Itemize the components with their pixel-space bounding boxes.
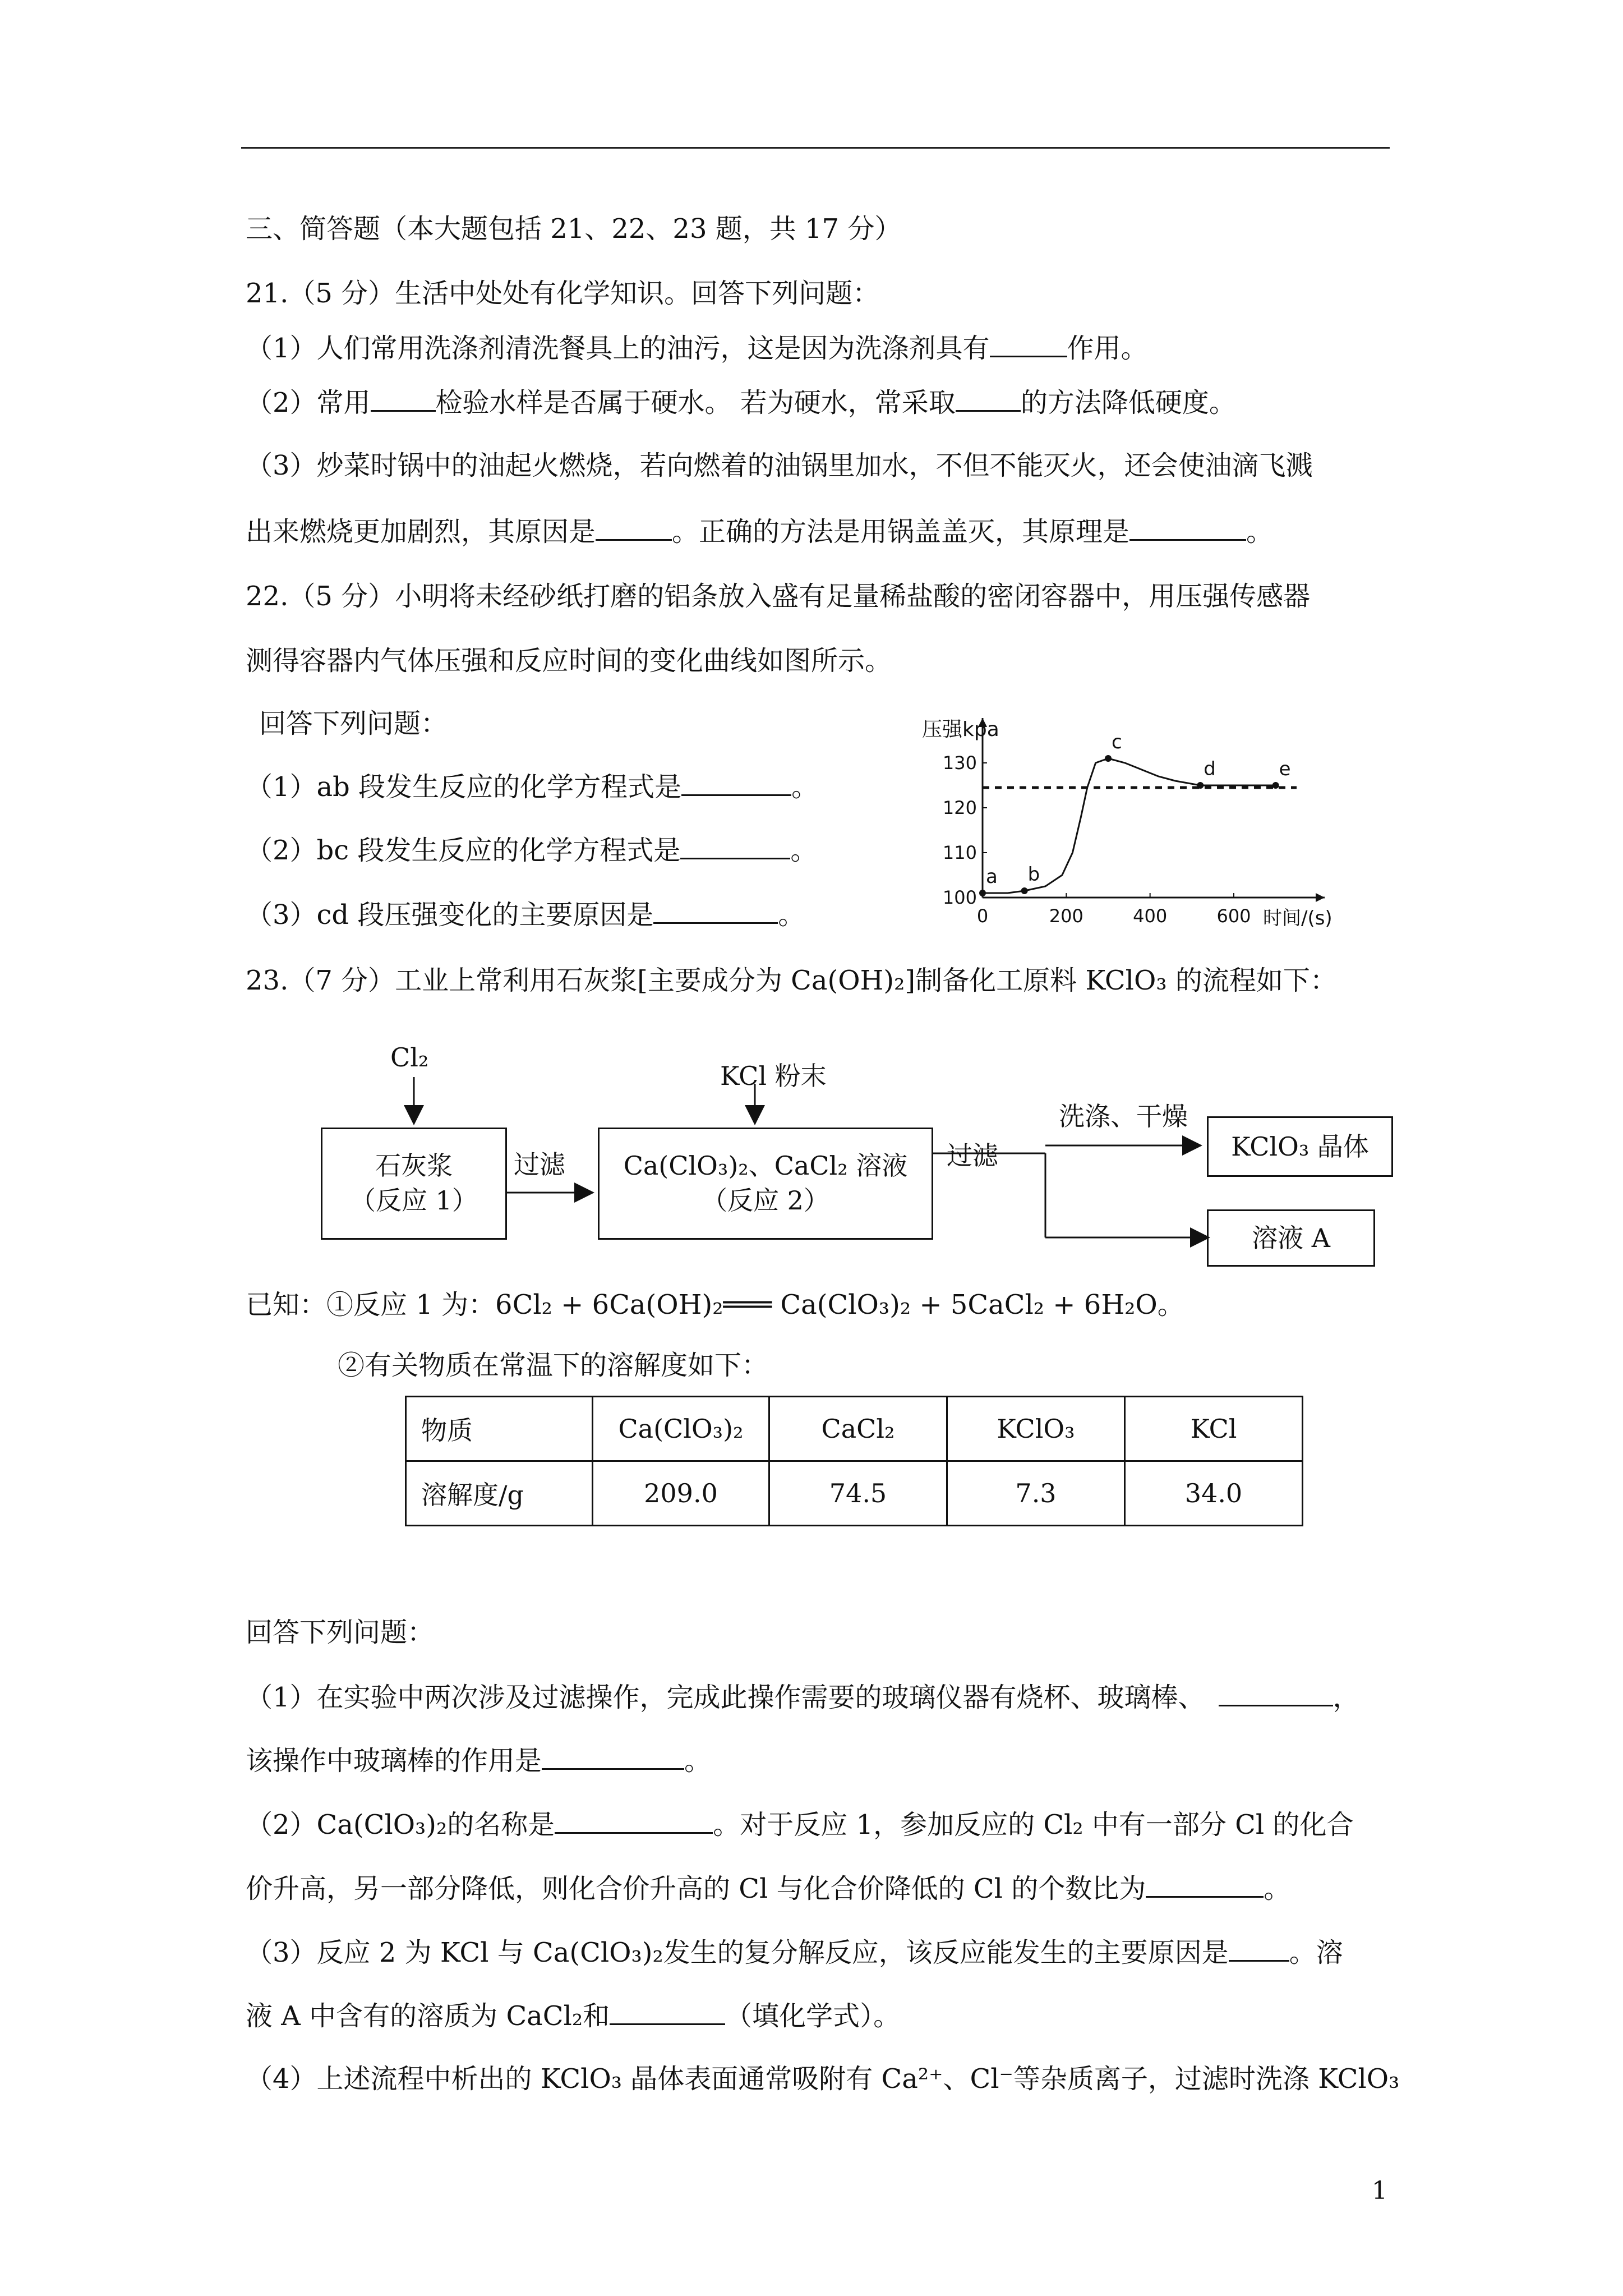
- q22-stem-line1: 22.（5 分）小明将未经砂纸打磨的铝条放入盛有足量稀盐酸的密闭容器中，用压强传感器: [246, 581, 1311, 612]
- y-tick-label: 100: [942, 887, 977, 908]
- x-axis-label: 时间/(s): [1263, 907, 1332, 930]
- point-label-d: d: [1204, 758, 1216, 780]
- q22-stem-line2: 测得容器内气体压强和反应时间的变化曲线如图所示。: [246, 645, 892, 677]
- page-number: 1: [1372, 2177, 1387, 2205]
- box-solution-reaction2: Ca(ClO₃)₂、CaCl₂ 溶液 （反应 2）: [598, 1128, 933, 1240]
- x-tick-label: 0: [976, 905, 989, 927]
- box-solution-a: 溶液 A: [1207, 1209, 1375, 1267]
- table-header-cell: KCl: [1125, 1397, 1303, 1461]
- table-header-cell: KClO₃: [947, 1397, 1125, 1461]
- answer-blank[interactable]: [610, 1999, 725, 2025]
- answer-blank[interactable]: [1146, 1871, 1264, 1898]
- q22-part2: （2）bc 段发生反应的化学方程式是 。: [246, 833, 817, 867]
- q23-part4-line1: （4）上述流程中析出的 KClO₃ 晶体表面通常吸附有 Ca²⁺、Cl⁻等杂质离子，过滤时洗涤 KClO₃: [246, 2063, 1400, 2095]
- filter-label-1: 过滤: [514, 1149, 565, 1180]
- q23-part1-line2: 该操作中玻璃棒的作用是 。: [246, 1743, 711, 1778]
- table-cell: 74.5: [769, 1461, 947, 1526]
- q23-part2-line2: 价升高，另一部分降低，则化合价升高的 Cl 与化合价降低的 Cl 的个数比为 。: [246, 1871, 1290, 1906]
- q22-part1: （1）ab 段发生反应的化学方程式是 。: [246, 770, 818, 804]
- q22-prompt: 回答下列问题：: [259, 708, 448, 739]
- table-cell: 7.3: [947, 1461, 1125, 1526]
- answer-blank[interactable]: [1219, 1680, 1333, 1706]
- known-reaction-1: 已知：①反应 1 为：6Cl₂ + 6Ca(OH)₂═══ Ca(ClO₃)₂ + 5CaCl₂ + 6H₂O。: [246, 1289, 1184, 1320]
- q23-part3-line1: （3）反应 2 为 KCl 与 Ca(ClO₃)₂发生的复分解反应，该反应能发生的主要原因是 。溶: [246, 1935, 1343, 1970]
- q23-prompt: 回答下列问题：: [246, 1617, 435, 1648]
- box-lime-slurry: 石灰浆 （反应 1）: [321, 1128, 507, 1240]
- q21-part3-line1: （3）炒菜时锅中的油起火燃烧，若向燃着的油锅里加水，不但不能灭火，还会使油滴飞溅: [246, 450, 1313, 481]
- answer-blank[interactable]: [1229, 1935, 1289, 1962]
- point-label-b: b: [1027, 863, 1040, 886]
- table-row: [406, 1461, 1303, 1526]
- x-tick-label: 600: [1216, 905, 1251, 927]
- answer-blank[interactable]: [555, 1807, 713, 1834]
- y-tick-label: 120: [942, 797, 977, 818]
- box-kclo3-crystal: KClO₃ 晶体: [1207, 1116, 1393, 1177]
- x-tick-label: 400: [1133, 905, 1168, 927]
- table-cell: 溶解度/g: [406, 1461, 593, 1526]
- q21-part3-line2: 出来燃烧更加剧烈，其原因是 。正确的方法是用锅盖盖灭，其原理是 。: [246, 514, 1273, 549]
- q22-part3: （3）cd 段压强变化的主要原因是 。: [246, 898, 805, 932]
- section-title: 三、简答题（本大题包括 21、22、23 题，共 17 分）: [246, 213, 902, 245]
- q23-part1-line1: （1）在实验中两次涉及过滤操作，完成此操作需要的玻璃仪器有烧杯、玻璃棒、 ，: [246, 1680, 1360, 1714]
- q23-part2-line1: （2）Ca(ClO₃)₂的名称是 。对于反应 1，参加反应的 Cl₂ 中有一部分 Cl 的化合: [246, 1807, 1354, 1842]
- input-kcl-label: KCl 粉末: [720, 1061, 827, 1091]
- y-tick-label: 130: [942, 752, 977, 774]
- filter-label-2: 过滤: [947, 1140, 998, 1171]
- answer-blank[interactable]: [542, 1743, 684, 1770]
- point-label-e: e: [1279, 758, 1291, 780]
- q23-stem: 23.（7 分）工业上常利用石灰浆[主要成分为 Ca(OH)₂]制备化工原料 KClO₃ 的流程如下：: [246, 965, 1337, 996]
- table-header-cell: 物质: [406, 1397, 593, 1461]
- known-solubility-intro: ②有关物质在常温下的溶解度如下：: [338, 1350, 769, 1381]
- q21-stem: 21.（5 分）生活中处处有化学知识。回答下列问题：: [246, 278, 880, 309]
- point-label-a: a: [986, 866, 998, 888]
- table-header-cell: Ca(ClO₃)₂: [593, 1397, 769, 1461]
- table-header-row: [406, 1397, 1303, 1461]
- input-cl2-label: Cl₂: [390, 1042, 429, 1073]
- y-tick-label: 110: [942, 842, 977, 863]
- solubility-table: [405, 1396, 1303, 1526]
- wash-dry-label: 洗涤、干燥: [1059, 1101, 1188, 1131]
- table-cell: 209.0: [593, 1461, 769, 1526]
- q21-part2: （2）常用 检验水样是否属于硬水。 若为硬水，常采取 的方法降低硬度。: [246, 385, 1236, 420]
- y-axis-label: 压强kpa: [922, 718, 999, 741]
- point-label-c: c: [1112, 731, 1122, 753]
- x-tick-label: 200: [1049, 905, 1083, 927]
- q21-part1: （1）人们常用洗涤剂清洗餐具上的油污，这是因为洗涤剂具有 作用。: [246, 331, 1148, 365]
- table-cell: 34.0: [1125, 1461, 1303, 1526]
- table-header-cell: CaCl₂: [769, 1397, 947, 1461]
- q23-part3-line2: 液 A 中含有的溶质为 CaCl₂和 （填化学式）。: [246, 1999, 900, 2033]
